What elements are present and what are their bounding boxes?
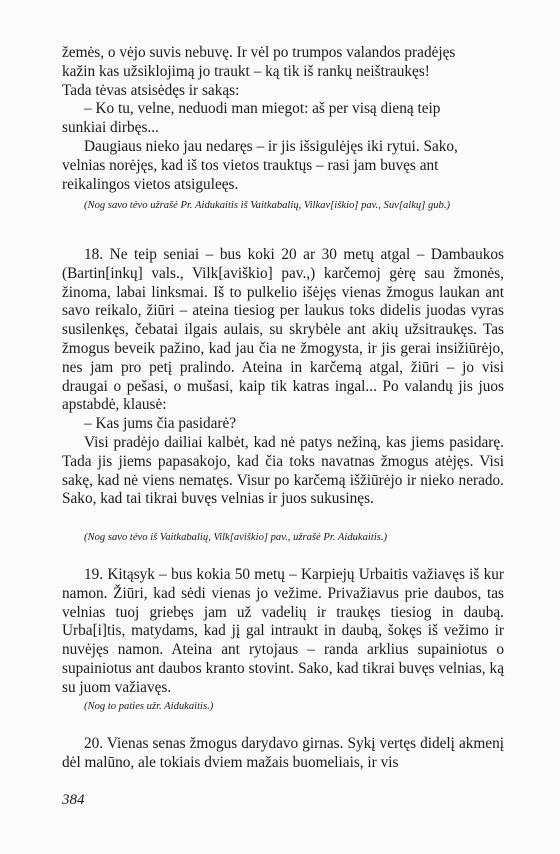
- story-20: [62, 735, 504, 773]
- story-19: [62, 566, 504, 698]
- source-note-19: (Nog to paties užr. Aidukaitis.): [84, 701, 214, 712]
- text-line: Tada tėvas atsisėdęs ir sakąs:: [62, 81, 240, 99]
- text-line: Daugiaus nieko jau nedaręs – ir jis išsigulėjęs iki rytui. Sako,: [84, 137, 458, 155]
- text-line: – Ko tu, velne, neduodi man miegot: aš per visą dieną teip: [84, 100, 441, 118]
- story-18-question: – Kas jums čia pasidarė?: [84, 415, 237, 433]
- page-number: 384: [62, 792, 85, 808]
- story-18: [62, 246, 504, 509]
- text-line: reikalingos vietos atsiguleęs.: [62, 175, 239, 193]
- text-line: kažin kas užsiklojimą jo traukt – ką tik iš rankų neištraukęs!: [62, 62, 430, 80]
- story-20-paragraph: 20. Vienas senas žmogus darydavo girnas. Sykį vertęs didelį akmenį dėl malūno, ale tokiais dviem mažais buomeliais, ir vis: [62, 735, 504, 771]
- story-18-ending: Visi pradėjo dailiai kalbėt, kad nė patys nežiną, kas jiems pasidarę. Tada jis jiems papasakojo, kad čia toks navatnas žmogus atėjęs. Visi sakę, kad nė viens nematęs. Visur po karčemą išžiūrėjo ir nieko nerado. Sako, kad tai tikrai buvęs velnias ir juos sukusinęs.: [62, 433, 504, 508]
- text-line: sunkiai dirbęs...: [62, 119, 159, 137]
- text-line: velnias norėjęs, kad iš tos vietos trauktųs – rasi jam buvęs ant: [62, 156, 439, 174]
- story-19-paragraph: 19. Kitąsyk – bus kokia 50 metų – Karpiejų Urbaitis važiavęs iš kur namon. Žiūri, kad sėdi vienas jo vežime. Privažiavus prie daubos, tas velnias tuoj griebęs jam už vadelių ir traukęs tiesiog in daubą. Urba[i]tis, matydams, kad jį gal intraukt in daubą, šokęs iš vežimo ir nuvėjęs namon. Ateina ant rytojaus – randa arklius supainiotus o supainiotus ant daubos kranto stovint. Sako, kad tikrai buvęs velnias, ką su juom važiavęs.: [62, 566, 504, 696]
- source-note-18: (Nog savo tėvo iš Vaitkabalių, Vilk[aviškio] pav., užrašė Pr. Aidukaitis.): [84, 532, 388, 543]
- source-note-17: (Nog savo tėvo užrašė Pr. Aidukaitis iš Vaitkabalių, Vilkav[iškio] pav., Suv[alkų] gub.): [84, 200, 451, 211]
- story-17-continuation: [62, 44, 504, 194]
- text-line: žemės, o vėjo suvis nebuvę. Ir vėl po trumpos valandos pradėjęs: [62, 44, 456, 61]
- story-18-paragraph: 18. Ne teip seniai – bus koki 20 ar 30 metų atgal – Dambaukos (Bartin[inkų] vals., Vilk[aviškio] pav.,) karčemoj gėrę sau žmonės, žinoma, labai linksmai. Iš to pulkelio išėjęs vienas žmogus laukan ant savo reikalo, žiūri – ateina tiesiog per laukus toks didelis juodas vyras susilenkęs, čebatai ilgais aulais, su skrybėle ant akių užsitraukęs. Tas žmogus beveik pažino, kad jau čia ne žmogysta, ir jis gerai insižiūrėjo, nes jam pro petį pralindo. Ateina in karčemą atgal, žiūri – jo visi draugai o pešasi, o mušasi, kaip tik katras ingal... Po valandų jis juos apstabdė, klausė:: [62, 246, 504, 414]
